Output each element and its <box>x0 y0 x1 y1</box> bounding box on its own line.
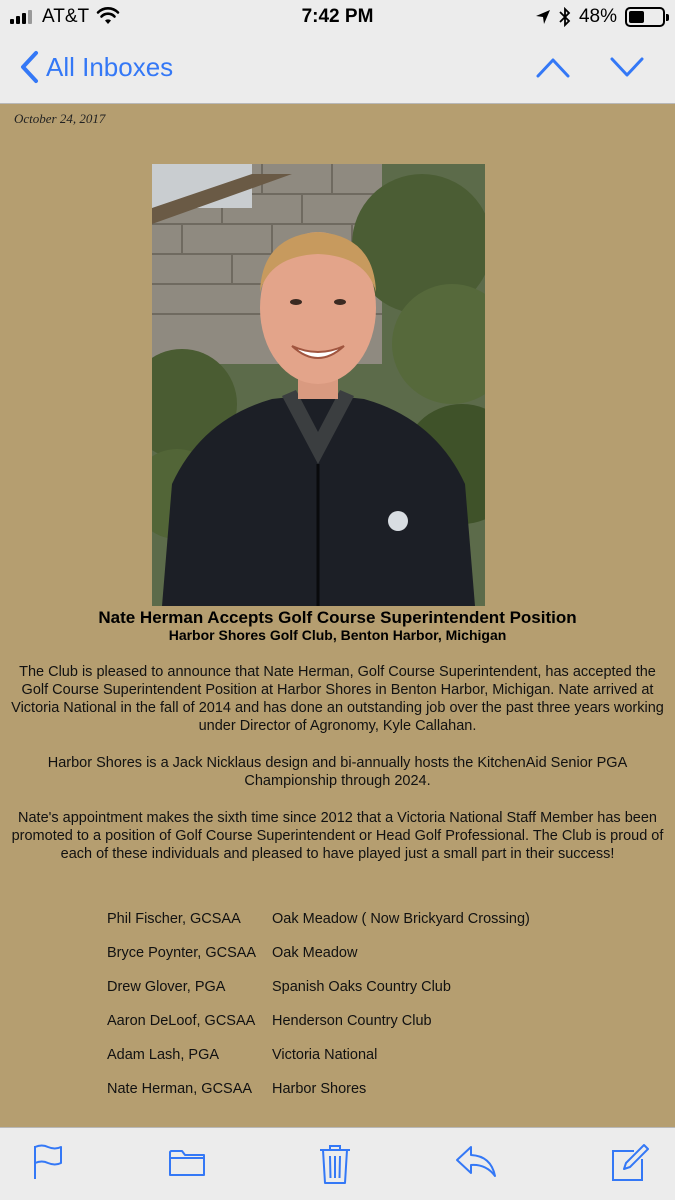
status-time: 7:42 PM <box>301 6 374 27</box>
location-arrow-icon <box>535 9 551 25</box>
list-item <box>107 978 627 1012</box>
staff-name: Adam Lash, PGA <box>107 1047 220 1063</box>
status-bar <box>0 0 675 34</box>
staff-club: Victoria National <box>272 1047 378 1063</box>
battery-icon <box>625 7 665 27</box>
email-paragraph-3: Nate's appointment makes the sixth time since 2012 that a Victoria National Staff Member has been promoted to a position of Golf Course Superintendent or Head Golf Professional. The Club is proud of each of these individuals and pleased to have played just a small part in their success! <box>11 810 664 862</box>
promoted-staff-list <box>107 910 627 1114</box>
back-chevron-icon <box>18 50 40 84</box>
email-body <box>0 105 675 1127</box>
chevron-down-icon[interactable] <box>609 54 645 80</box>
battery-percent: 48% <box>578 6 617 27</box>
list-item <box>107 910 627 944</box>
staff-club: Henderson Country Club <box>272 1013 432 1029</box>
trash-button[interactable] <box>318 1143 352 1190</box>
email-subheadline: Harbor Shores Golf Club, Benton Harbor, Michigan <box>168 627 507 643</box>
email-paragraph-2: Harbor Shores is a Jack Nicklaus design and bi-annually hosts the KitchenAid Senior PGA Championship through 2024. <box>47 755 628 789</box>
staff-club: Oak Meadow <box>272 945 358 961</box>
top-bar <box>0 0 675 104</box>
chevron-up-icon[interactable] <box>535 54 571 80</box>
bluetooth-icon <box>559 7 571 27</box>
battery-fill <box>629 11 644 23</box>
back-button[interactable] <box>18 50 173 84</box>
compose-icon <box>610 1143 650 1183</box>
portrait-photo <box>152 164 485 606</box>
staff-club: Spanish Oaks Country Club <box>272 979 451 995</box>
move-to-folder-button[interactable] <box>168 1143 206 1186</box>
list-item <box>107 1012 627 1046</box>
folder-icon <box>168 1143 206 1181</box>
compose-button[interactable] <box>610 1143 650 1188</box>
staff-name: Drew Glover, PGA <box>107 979 226 995</box>
list-item <box>107 1046 627 1080</box>
carrier-label: AT&T <box>42 6 90 27</box>
list-item <box>107 1080 627 1114</box>
email-headline: Nate Herman Accepts Golf Course Superintendent Position <box>98 608 577 627</box>
back-button-label: All Inboxes <box>46 51 174 82</box>
list-item <box>107 944 627 978</box>
reply-button[interactable] <box>454 1143 498 1186</box>
message-navigation <box>535 54 645 80</box>
email-date: October 24, 2017 <box>14 111 106 126</box>
email-paragraph-1: The Club is pleased to announce that Nate Herman, Golf Course Superintendent, has accepted the Golf Course Superintendent Position at Harbor Shores in Benton Harbor, Michigan. Nate arrived at Victoria National in the fall of 2014 and has done an outstanding job over the past three years working under Director of Agronomy, Kyle Callahan. <box>11 664 664 734</box>
staff-name: Phil Fischer, GCSAA <box>107 911 241 927</box>
trash-icon <box>318 1143 352 1185</box>
staff-club: Harbor Shores <box>272 1081 367 1097</box>
staff-name: Bryce Poynter, GCSAA <box>107 945 257 961</box>
bottom-toolbar <box>0 1127 675 1200</box>
flag-button[interactable] <box>30 1143 64 1186</box>
staff-name: Nate Herman, GCSAA <box>107 1081 253 1097</box>
reply-icon <box>454 1143 498 1181</box>
nav-bar <box>0 44 675 94</box>
staff-name: Aaron DeLoof, GCSAA <box>107 1013 256 1029</box>
staff-club: Oak Meadow ( Now Brickyard Crossing) <box>272 911 530 927</box>
status-right <box>535 6 665 28</box>
flag-icon <box>30 1143 64 1181</box>
